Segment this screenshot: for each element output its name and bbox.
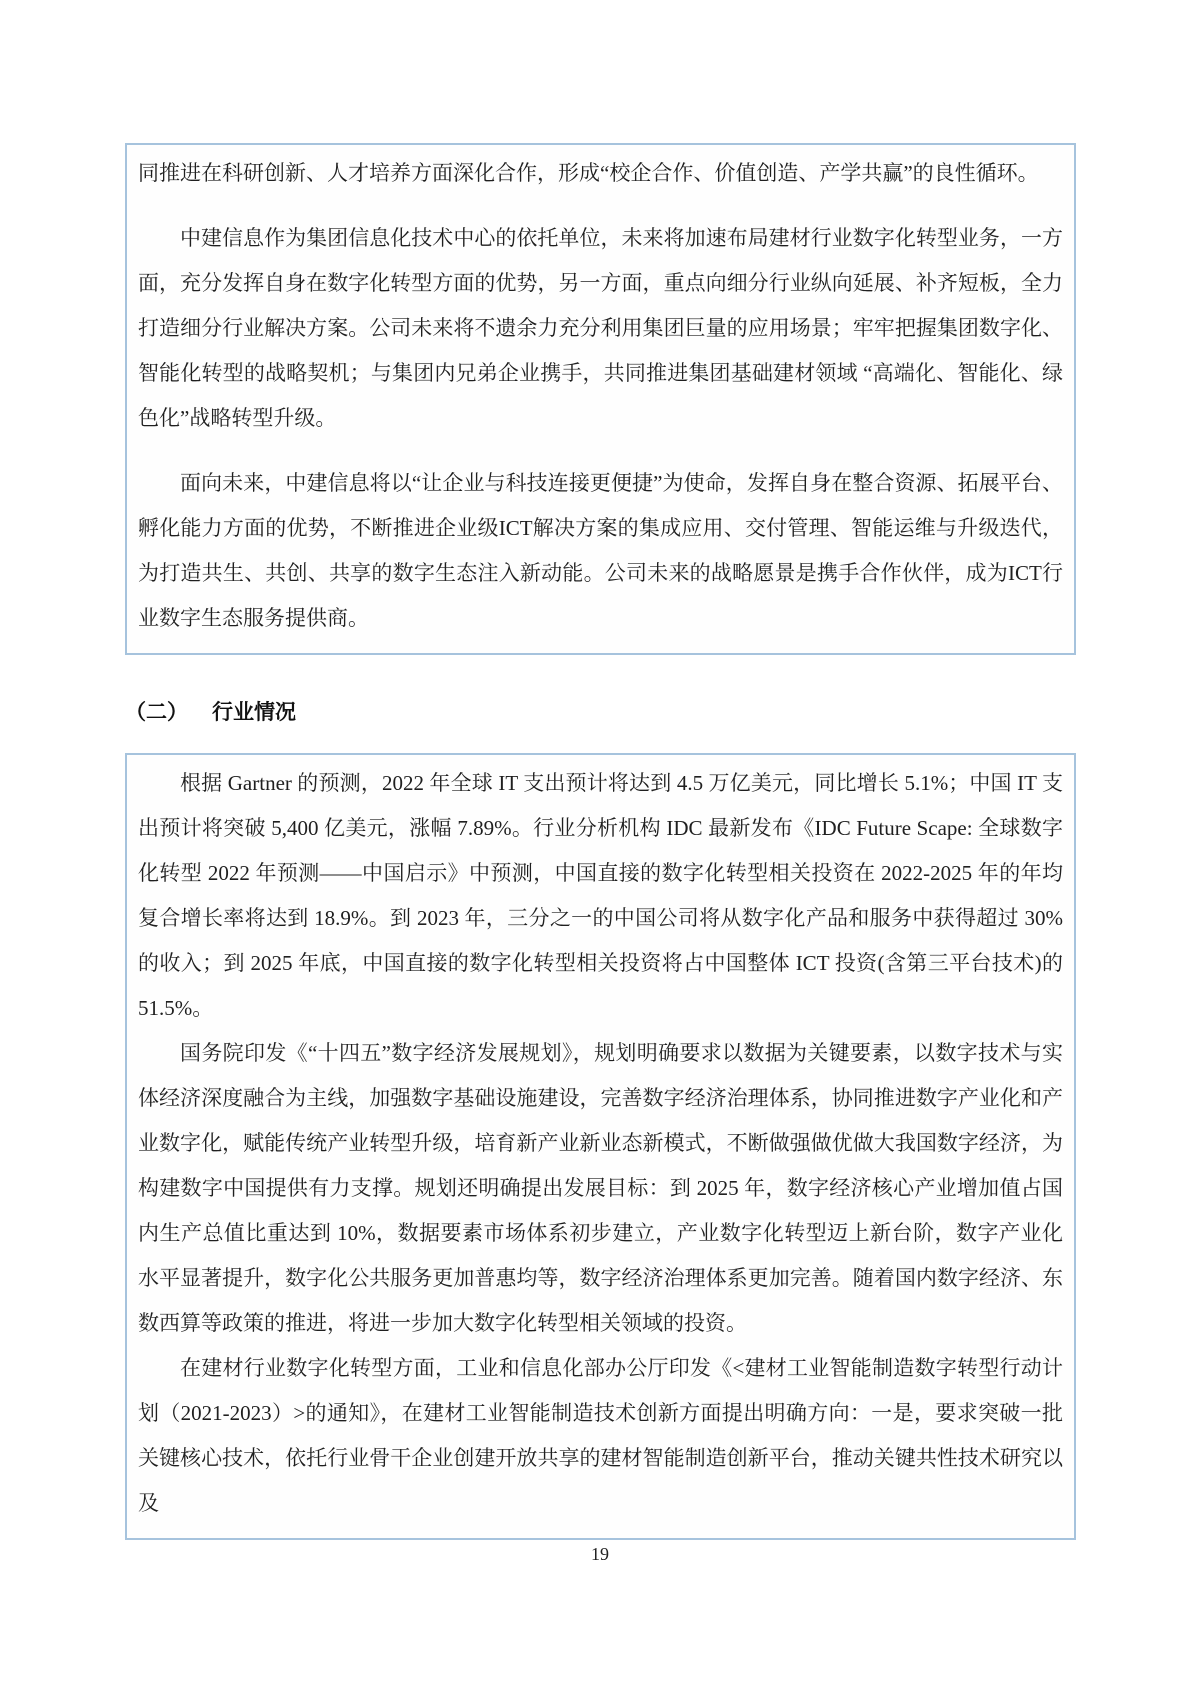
section-title: 行业情况: [212, 700, 296, 724]
section-number: （二）: [125, 700, 188, 724]
paragraph: 面向未来，中建信息将以“让企业与科技连接更便捷”为使命，发挥自身在整合资源、拓展平台、孵化能力方面的优势，不断推进企业级ICT解决方案的集成应用、交付管理、智能运维与升级迭代，为打造共生、共创、共享的数字生态注入新动能。公司未来的战略愿景是携手合作伙伴，成为ICT行业数字生态服务提供商。: [138, 471, 1063, 630]
paragraph: 国务院印发《“十四五”数字经济发展规划》，规划明确要求以数据为关键要素，以数字技术与实体经济深度融合为主线，加强数字基础设施建设，完善数字经济治理体系，协同推进数字产业化和产业数字化，赋能传统产业转型升级，培育新产业新业态新模式，不断做强做优做大我国数字经济，为构建数字中国提供有力支撑。规划还明确提出发展目标：到 2025 年，数字经济核心产业增加值占国内生产总值比重达到 10%，数据要素市场体系初步建立，产业数字化转型迈上新台阶，数字产业化水平显著提升，数字化公共服务更加普惠均等，数字经济治理体系更加完善。随着国内数字经济、东数西算等政策的推进，将进一步加大数字化转型相关领域的投资。: [138, 1041, 1063, 1335]
page-content: [125, 143, 1076, 1540]
paragraph: 中建信息作为集团信息化技术中心的依托单位，未来将加速布局建材行业数字化转型业务，一方面，充分发挥自身在数字化转型方面的优势，另一方面，重点向细分行业纵向延展、补齐短板，全力打造细分行业解决方案。公司未来将不遗余力充分利用集团巨量的应用场景；牢牢把握集团数字化、智能化转型的战略契机；与集团内兄弟企业携手，共同推进集团基础建材领域 “高端化、智能化、绿色化”战略转型升级。: [138, 226, 1063, 430]
page-number: 19: [591, 1544, 609, 1564]
paragraph: 根据 Gartner 的预测，2022 年全球 IT 支出预计将达到 4.5 万亿美元，同比增长 5.1%；中国 IT 支出预计将突破 5,400 亿美元，涨幅 7.89%。行业分析机构 IDC 最新发布《IDC Future Scape: 全球数字化转型 2022 年预测——中国启示》中预测，中国直接的数字化转型相关投资在 2022-2025 年的年均复合增长率将达到 18.9%。到 2023 年，三分之一的中国公司将从数字化产品和服务中获得超过 30%的收入；到 2025 年底，中国直接的数字化转型相关投资将占中国整体 ICT 投资(含第三平台技术)的 51.5%。: [138, 771, 1063, 1020]
company-strategy-text-box: [125, 143, 1076, 655]
industry-overview-text-box: [125, 753, 1076, 1540]
section-heading: [125, 697, 1076, 727]
paragraph-continuation: 同推进在科研创新、人才培养方面深化合作，形成“校企合作、价值创造、产学共赢”的良性循环。: [138, 161, 1039, 185]
paragraph: 在建材行业数字化转型方面，工业和信息化部办公厅印发《<建材工业智能制造数字转型行动计划（2021-2023）>的通知》，在建材工业智能制造技术创新方面提出明确方向：一是，要求突破一批关键核心技术，依托行业骨干企业创建开放共享的建材智能制造创新平台，推动关键共性技术研究以及: [138, 1356, 1063, 1515]
